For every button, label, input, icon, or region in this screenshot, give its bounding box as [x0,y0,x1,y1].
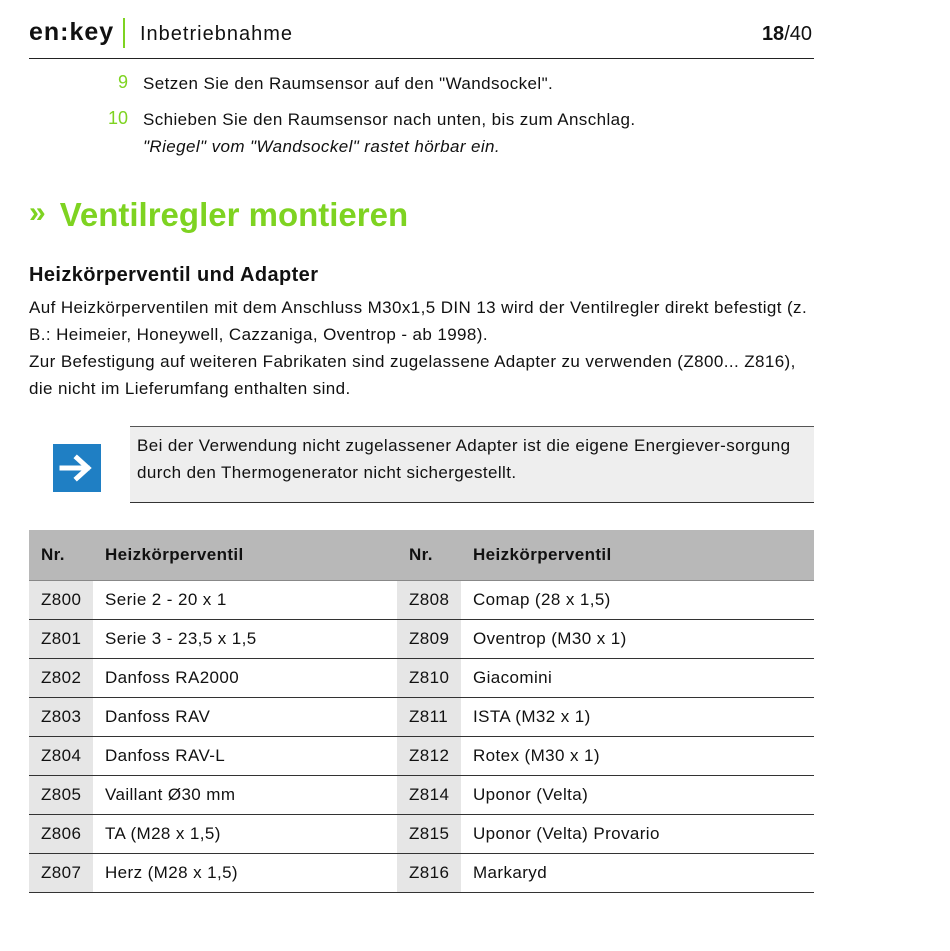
subheading: Heizkörperventil und Adapter [29,264,319,286]
brand-separator [123,18,125,48]
table-row [29,659,814,698]
valve-name: Comap (28 x 1,5) [461,581,814,620]
note-text: Bei der Verwendung nicht zugelassener Adapter ist die eigene Energiever-sorgung durch den Thermogenerator nicht sichergestellt. [137,436,791,482]
table-row [29,854,814,893]
page-total: /40 [784,23,812,45]
valve-name: Herz (M28 x 1,5) [93,854,397,893]
valve-name: Vaillant Ø30 mm [93,776,397,815]
valve-name: Uponor (Velta) Provario [461,815,814,854]
valve-name: Giacomini [461,659,814,698]
adapter-table [29,530,814,893]
table-row [29,620,814,659]
adapter-number: Z800 [29,581,93,620]
paragraph: Auf Heizkörperventilen mit dem Anschluss M30x1,5 DIN 13 wird der Ventilregler direkt befestigt (z. B.: Heimeier, Honeywell, Cazzaniga, Oventrop - ab 1998). [29,298,808,344]
brand-logo: en:key [29,18,115,46]
valve-name: Markaryd [461,854,814,893]
adapter-number: Z807 [29,854,93,893]
section-title: Inbetriebnahme [140,23,293,45]
section-heading [29,196,408,234]
step-number: 10 [107,108,128,128]
step-note: "Riegel" vom "Wandsockel" rastet hörbar ein. [143,137,501,156]
valve-name: Oventrop (M30 x 1) [461,620,814,659]
table-row [29,776,814,815]
adapter-number: Z811 [397,698,461,737]
chevron-icon: » [29,196,46,229]
note-box [130,426,814,503]
step-text: Setzen Sie den Raumsensor auf den "Wandsockel". [143,74,554,93]
adapter-number: Z803 [29,698,93,737]
table-row [29,581,814,620]
column-header: Nr. [397,530,461,581]
column-header: Nr. [29,530,93,581]
paragraph: Zur Befestigung auf weiteren Fabrikaten sind zugelassene Adapter zu verwenden (Z800... Z816), die nicht im Lieferumfang enthalten sind. [29,352,796,398]
valve-name: Serie 2 - 20 x 1 [93,581,397,620]
adapter-number: Z805 [29,776,93,815]
page-current: 18 [761,23,785,45]
adapter-number: Z808 [397,581,461,620]
table-row [29,737,814,776]
adapter-number: Z816 [397,854,461,893]
table-header-row [29,530,814,581]
adapter-number: Z810 [397,659,461,698]
adapter-number: Z815 [397,815,461,854]
adapter-number: Z806 [29,815,93,854]
valve-name: ISTA (M32 x 1) [461,698,814,737]
table-row [29,815,814,854]
page-header [29,14,814,59]
valve-name: TA (M28 x 1,5) [93,815,397,854]
step-number: 9 [117,72,128,92]
page-number [762,23,812,46]
valve-name: Serie 3 - 23,5 x 1,5 [93,620,397,659]
valve-name: Uponor (Velta) [461,776,814,815]
adapter-number: Z802 [29,659,93,698]
adapter-number: Z801 [29,620,93,659]
valve-name: Danfoss RAV [93,698,397,737]
adapter-number: Z814 [397,776,461,815]
adapter-number: Z812 [397,737,461,776]
step-text: Schieben Sie den Raumsensor nach unten, bis zum Anschlag. [143,110,636,129]
valve-name: Danfoss RAV-L [93,737,397,776]
adapter-number: Z804 [29,737,93,776]
column-header: Heizkörperventil [461,530,814,581]
arrow-right-icon [53,444,101,492]
column-header: Heizkörperventil [93,530,397,581]
section-heading-text: Ventilregler montieren [59,196,409,233]
valve-name: Danfoss RA2000 [93,659,397,698]
valve-name: Rotex (M30 x 1) [461,737,814,776]
adapter-number: Z809 [397,620,461,659]
table-row [29,698,814,737]
